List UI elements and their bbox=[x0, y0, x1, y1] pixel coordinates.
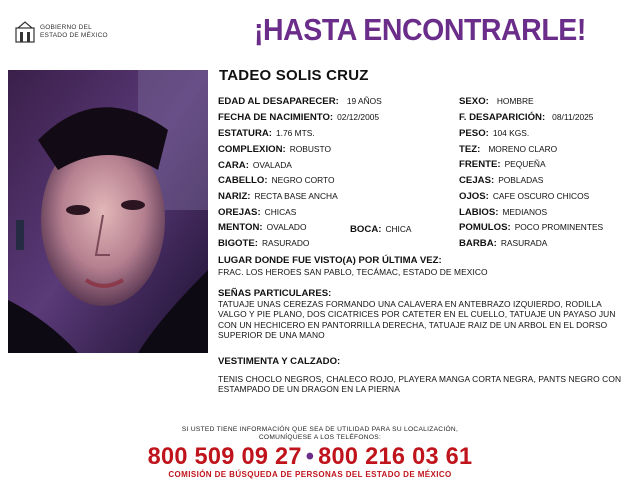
field-label: BIGOTE: bbox=[218, 238, 258, 249]
marks-label: SEÑAS PARTICULARES: bbox=[218, 288, 332, 299]
last-seen-label: LUGAR DONDE FUE VISTO(A) POR ÚLTIMA VEZ: bbox=[218, 255, 442, 266]
field-value: NEGRO CORTO bbox=[271, 175, 335, 185]
separator-dot: • bbox=[305, 443, 315, 470]
clothing-value: TENIS CHOCLO NEGROS, CHALECO ROJO, PLAYERA MANGA CORTA NEGRA, PANTS NEGRO CON ESTAMPADO DE UN DRAGON EN LA PIERNA bbox=[218, 374, 622, 395]
field-value: OVALADA bbox=[252, 160, 292, 170]
missing-person-photo bbox=[8, 70, 208, 353]
field-value: 1.76 MTS. bbox=[276, 128, 315, 138]
field-label: OREJAS: bbox=[218, 207, 261, 218]
field-value: POCO PROMINENTES bbox=[514, 222, 604, 232]
field-label: POMULOS: bbox=[459, 222, 511, 233]
field-value: RECTA BASE ANCHA bbox=[254, 191, 338, 201]
field-value: MORENO CLARO bbox=[488, 144, 558, 154]
field-label: FECHA DE NACIMIENTO: bbox=[218, 112, 334, 123]
field-label: TEZ: bbox=[459, 144, 481, 155]
field-hair bbox=[218, 175, 335, 186]
field-value: POBLADAS bbox=[498, 175, 544, 185]
field-value: OVALADO bbox=[266, 222, 307, 232]
headline: ¡HASTA ENCONTRARLE! bbox=[254, 12, 586, 47]
field-label: NARIZ: bbox=[218, 191, 251, 202]
field-label: CEJAS: bbox=[459, 175, 495, 186]
field-birthdate bbox=[218, 112, 379, 123]
field-value: HOMBRE bbox=[496, 96, 534, 106]
field-label: CABELLO: bbox=[218, 175, 268, 186]
field-mouth bbox=[350, 224, 412, 235]
field-value: CHICA bbox=[385, 224, 412, 234]
field-label: ESTATURA: bbox=[218, 128, 273, 139]
field-height bbox=[218, 128, 315, 139]
field-value: 104 KGS. bbox=[492, 128, 530, 138]
field-label: SEXO: bbox=[459, 96, 489, 107]
footer-note-2: COMUNÍQUESE A LOS TELÉFONOS: bbox=[258, 434, 382, 441]
last-seen-value: FRAC. LOS HEROES SAN PABLO, TECÁMAC, ESTADO DE MEXICO bbox=[218, 267, 488, 277]
field-value: RASURADA bbox=[500, 238, 548, 248]
person-name: TADEO SOLIS CRUZ bbox=[219, 67, 369, 84]
phone-numbers bbox=[6, 443, 614, 471]
field-label: BOCA: bbox=[350, 224, 382, 235]
field-label: LABIOS: bbox=[459, 207, 499, 218]
field-label: FRENTE: bbox=[459, 159, 501, 170]
field-value: PEQUEÑA bbox=[504, 159, 546, 169]
field-build bbox=[218, 144, 331, 155]
field-value: ROBUSTO bbox=[289, 144, 331, 154]
field-ears bbox=[218, 207, 296, 218]
field-value: MEDIANOS bbox=[502, 207, 548, 217]
phone-number-1[interactable]: 800 509 09 27 bbox=[147, 443, 302, 470]
government-logo bbox=[14, 18, 134, 48]
phone-number-2[interactable]: 800 216 03 61 bbox=[318, 443, 473, 470]
field-complexion bbox=[459, 144, 557, 155]
field-value: CHICAS bbox=[264, 207, 297, 217]
field-weight bbox=[459, 128, 529, 139]
field-value: 19 AÑOS bbox=[346, 96, 382, 106]
field-value: CAFE OSCURO CHICOS bbox=[492, 191, 590, 201]
field-label: BARBA: bbox=[459, 238, 497, 249]
field-age bbox=[218, 96, 382, 107]
field-beard bbox=[459, 238, 547, 249]
logo-text bbox=[40, 24, 108, 40]
logo-line-1: GOBIERNO DEL bbox=[40, 24, 92, 31]
field-sex bbox=[459, 96, 534, 107]
clothing-label: VESTIMENTA Y CALZADO: bbox=[218, 356, 341, 367]
field-label: PESO: bbox=[459, 128, 489, 139]
field-forehead bbox=[459, 159, 546, 170]
field-label: EDAD AL DESAPARECER: bbox=[218, 96, 339, 107]
field-label: COMPLEXION: bbox=[218, 144, 286, 155]
field-cheekbones bbox=[459, 222, 603, 233]
logo-line-2: ESTADO DE MÉXICO bbox=[40, 32, 108, 39]
field-nose bbox=[218, 191, 338, 202]
footer-note-1: SI USTED TIENE INFORMACIÓN QUE SEA DE UTILIDAD PARA SU LOCALIZACIÓN, bbox=[181, 426, 459, 433]
field-label: OJOS: bbox=[459, 191, 489, 202]
field-eyes bbox=[459, 191, 589, 202]
field-label: F. DESAPARICIÓN: bbox=[459, 112, 546, 123]
field-value: 02/12/2005 bbox=[337, 112, 380, 122]
field-face bbox=[218, 160, 292, 171]
field-label: CARA: bbox=[218, 160, 249, 171]
field-chin bbox=[218, 222, 306, 233]
marks-value: TATUAJE UNAS CEREZAS FORMANDO UNA CALAVERA EN ANTEBRAZO IZQUIERDO, RODILLA VALGO Y PIE PLANO, DOS CICATRICES POR CATETER EN EL CUELLO, TATUAJE UN PAYASO JUN CON UN HECHICERO EN PANTORRILLA DERECHA, TATUAJE RAIZ DE UN ARBOL EN EL DORSO SUPERIOR DE UNA MANO bbox=[218, 299, 616, 341]
field-value: RASURADO bbox=[261, 238, 310, 248]
field-eyebrows bbox=[459, 175, 543, 186]
field-label: MENTON: bbox=[218, 222, 263, 233]
field-value: 08/11/2025 bbox=[552, 112, 594, 122]
field-moustache bbox=[218, 238, 309, 249]
field-lips bbox=[459, 207, 547, 218]
field-disappearance-date bbox=[459, 112, 593, 123]
state-emblem-icon bbox=[14, 20, 36, 44]
agency-name: COMISIÓN DE BÚSQUEDA DE PERSONAS DEL ESTADO DE MÉXICO bbox=[168, 470, 452, 479]
